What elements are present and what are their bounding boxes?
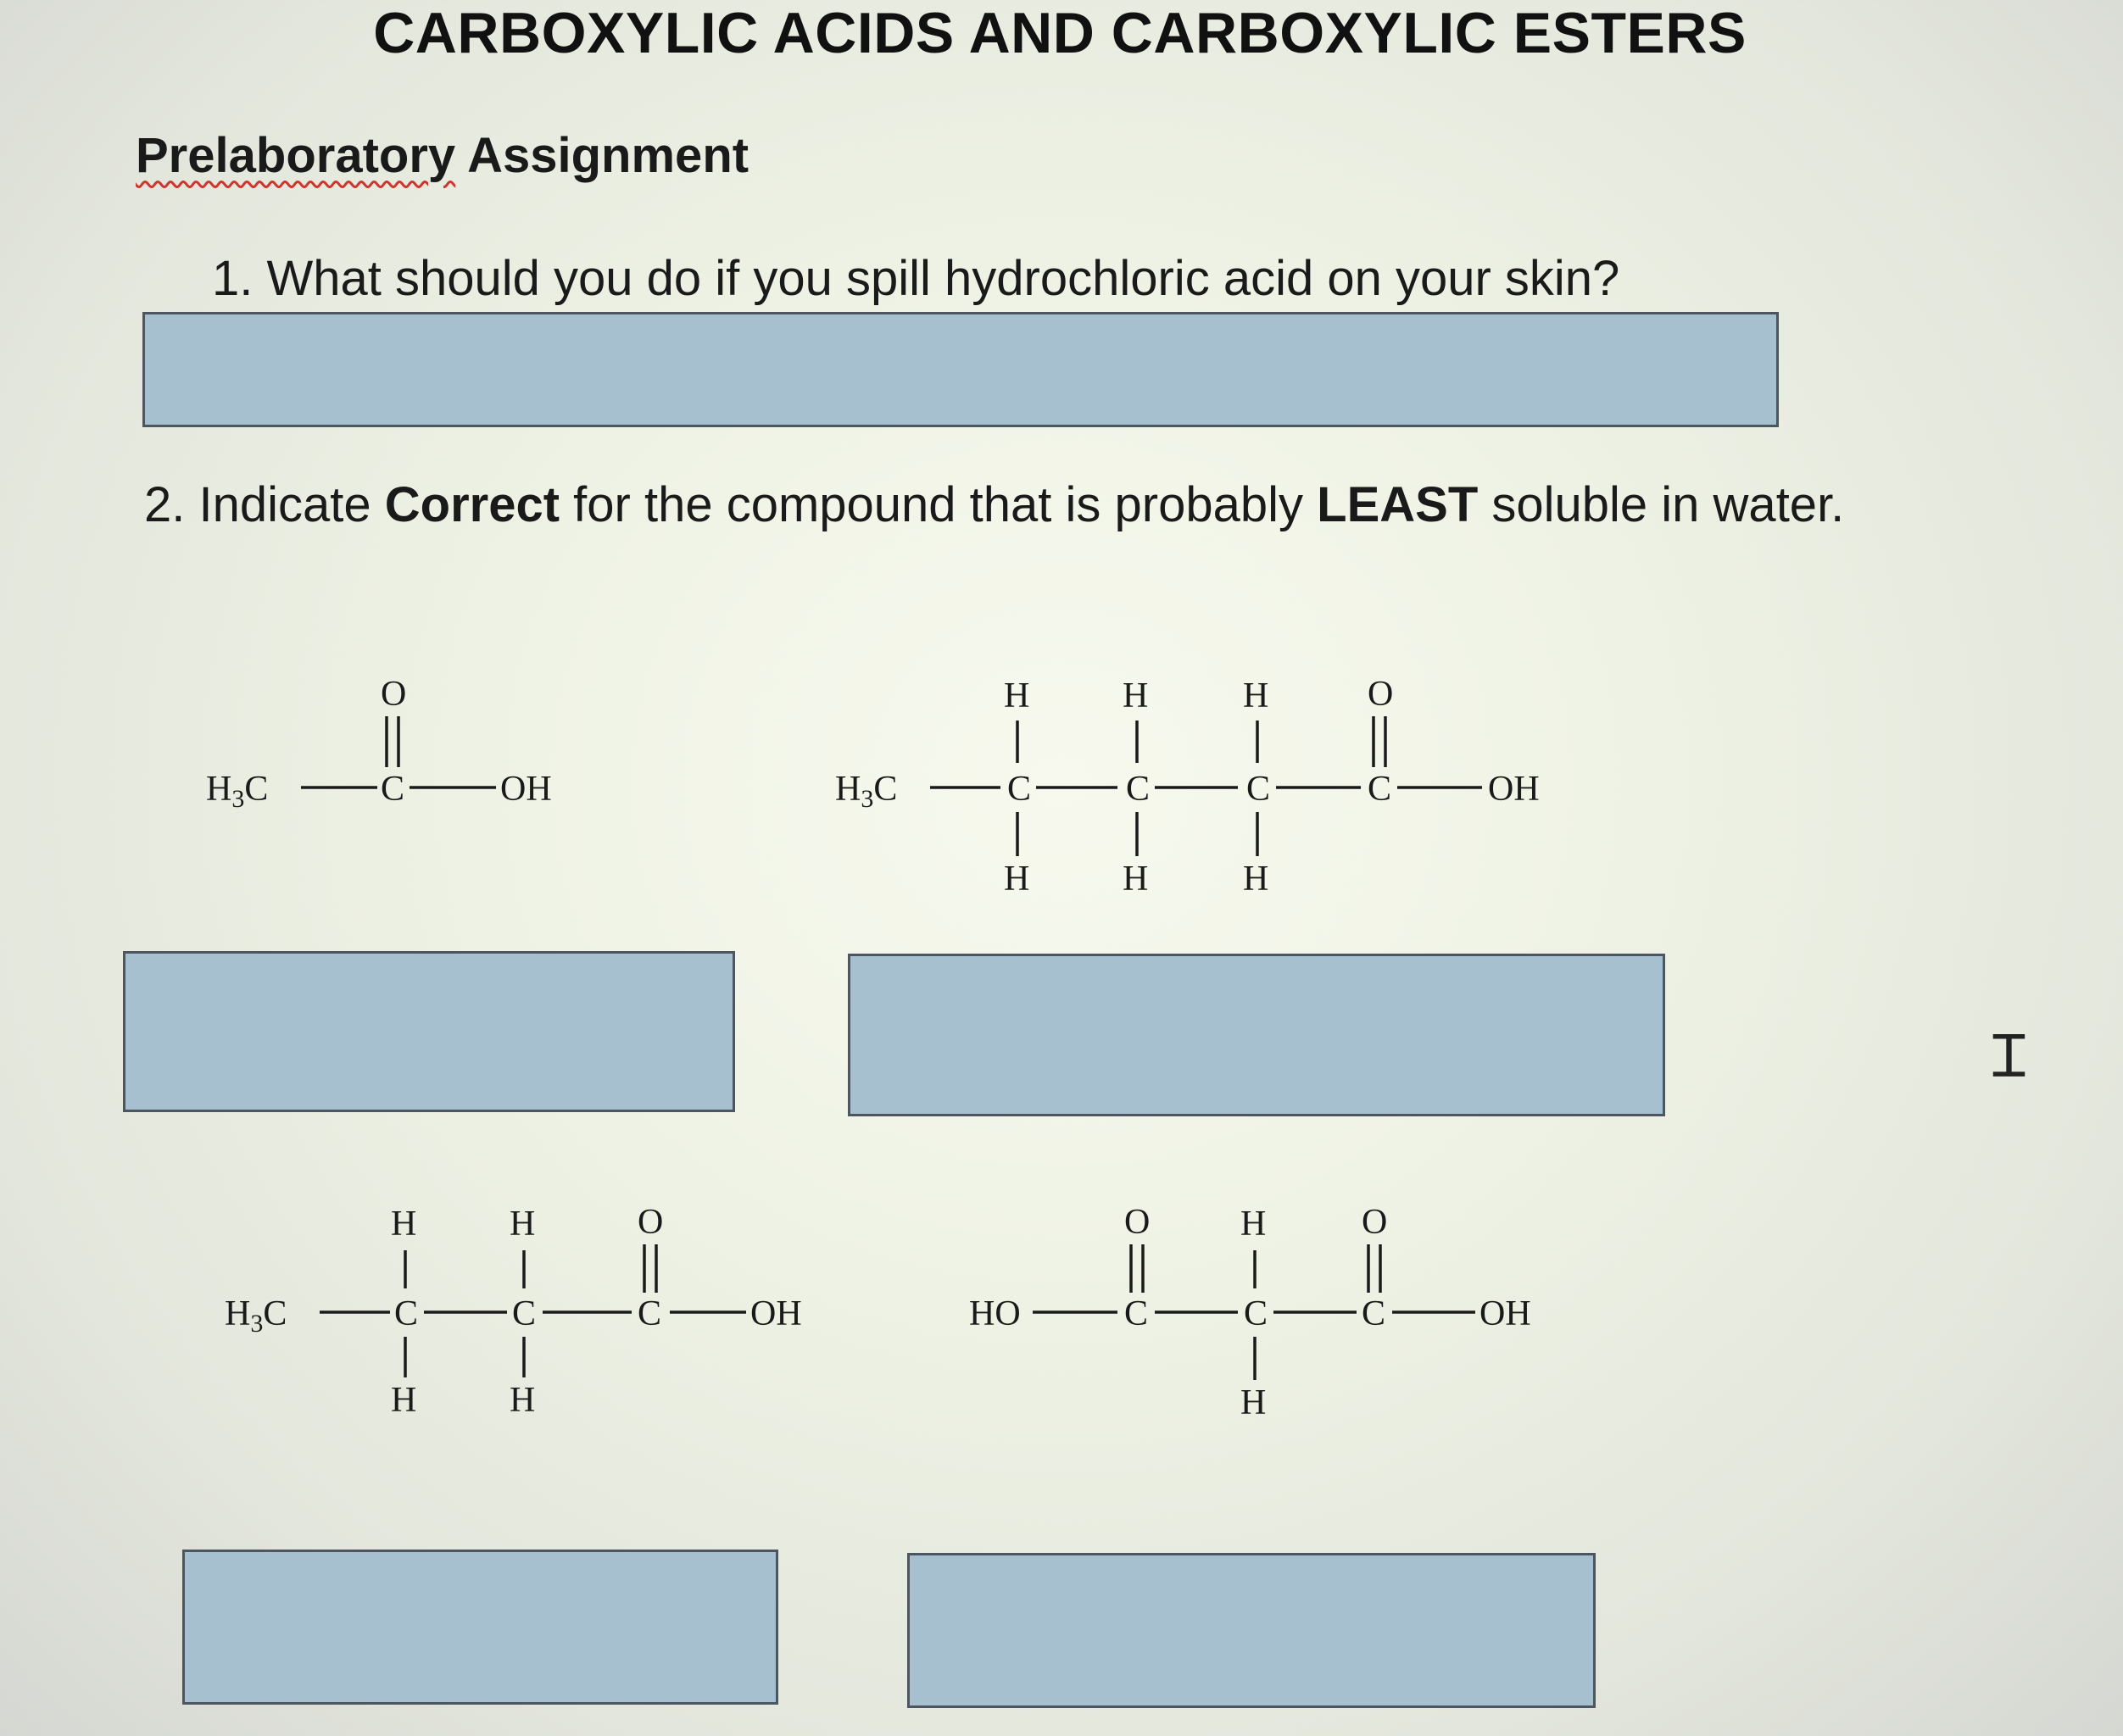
text-cursor-ibeam-icon: Ɪ: [1992, 1025, 2025, 1090]
answer-field-compound-4[interactable]: [907, 1553, 1596, 1708]
answer-field-compound-2[interactable]: [848, 954, 1665, 1116]
s4-h-top: H: [1240, 1205, 1267, 1244]
s3-c3: C: [638, 1294, 662, 1333]
structure-dicarboxylic-acid: [969, 1203, 1531, 1422]
s2-h1-top: H: [1004, 676, 1030, 715]
s3-c2: C: [512, 1294, 537, 1333]
q2-prefix: 2. Indicate: [144, 477, 385, 532]
s3-h1-bot: H: [391, 1381, 417, 1420]
spellcheck-word: Prelaboratory: [136, 128, 456, 183]
question-1-text: 1. What should you do if you spill hydrochloric acid on your skin?: [212, 251, 1620, 306]
s4-oh: OH: [1479, 1294, 1531, 1333]
s4-h-bot: H: [1240, 1383, 1267, 1422]
s3-h3c: H3C: [225, 1294, 287, 1338]
s2-h3-top: H: [1243, 676, 1269, 715]
q2-bold-correct: Correct: [384, 477, 560, 532]
answer-field-compound-3[interactable]: [182, 1550, 778, 1705]
s1-oxygen: O: [381, 675, 407, 714]
s2-c1: C: [1007, 770, 1032, 809]
answer-field-compound-1[interactable]: [123, 951, 735, 1112]
section-heading-rest: Assignment: [455, 128, 749, 183]
page-title: CARBOXYLIC ACIDS AND CARBOXYLIC ESTERS: [373, 1, 1747, 65]
s3-h2-top: H: [510, 1205, 536, 1244]
s2-h3c: H3C: [835, 770, 898, 813]
s1-oh: OH: [500, 770, 552, 809]
s2-h2-top: H: [1123, 676, 1149, 715]
s3-h2-bot: H: [510, 1381, 536, 1420]
s2-oh: OH: [1488, 770, 1540, 809]
s2-oxygen: O: [1368, 675, 1394, 714]
s3-h1-top: H: [391, 1205, 417, 1244]
s2-c3: C: [1246, 770, 1271, 809]
s1-h3c-h: H3C: [206, 770, 269, 813]
q2-suffix: soluble in water.: [1478, 477, 1845, 532]
s2-h2-bot: H: [1123, 860, 1149, 899]
s2-c2: C: [1126, 770, 1151, 809]
s2-h1-bot: H: [1004, 860, 1030, 899]
s4-o2: O: [1362, 1203, 1388, 1242]
s4-o1: O: [1124, 1203, 1151, 1242]
structure-pentanoic-acid: [835, 675, 1540, 899]
s3-oh: OH: [750, 1294, 802, 1333]
s1-carbon: C: [381, 770, 405, 809]
s2-h3-bot: H: [1243, 860, 1269, 899]
s3-c1: C: [394, 1294, 419, 1333]
s4-c2: C: [1244, 1294, 1268, 1333]
s3-oxygen: O: [638, 1203, 664, 1242]
structure-acetic-acid: [206, 675, 552, 813]
structure-butanoic-acid: [225, 1203, 802, 1420]
s2-c4: C: [1368, 770, 1392, 809]
s4-c3: C: [1362, 1294, 1386, 1333]
s4-ho: HO: [969, 1294, 1021, 1333]
q2-middle: for the compound that is probably: [560, 477, 1318, 532]
q2-bold-least: LEAST: [1317, 477, 1479, 532]
s4-c1: C: [1124, 1294, 1149, 1333]
